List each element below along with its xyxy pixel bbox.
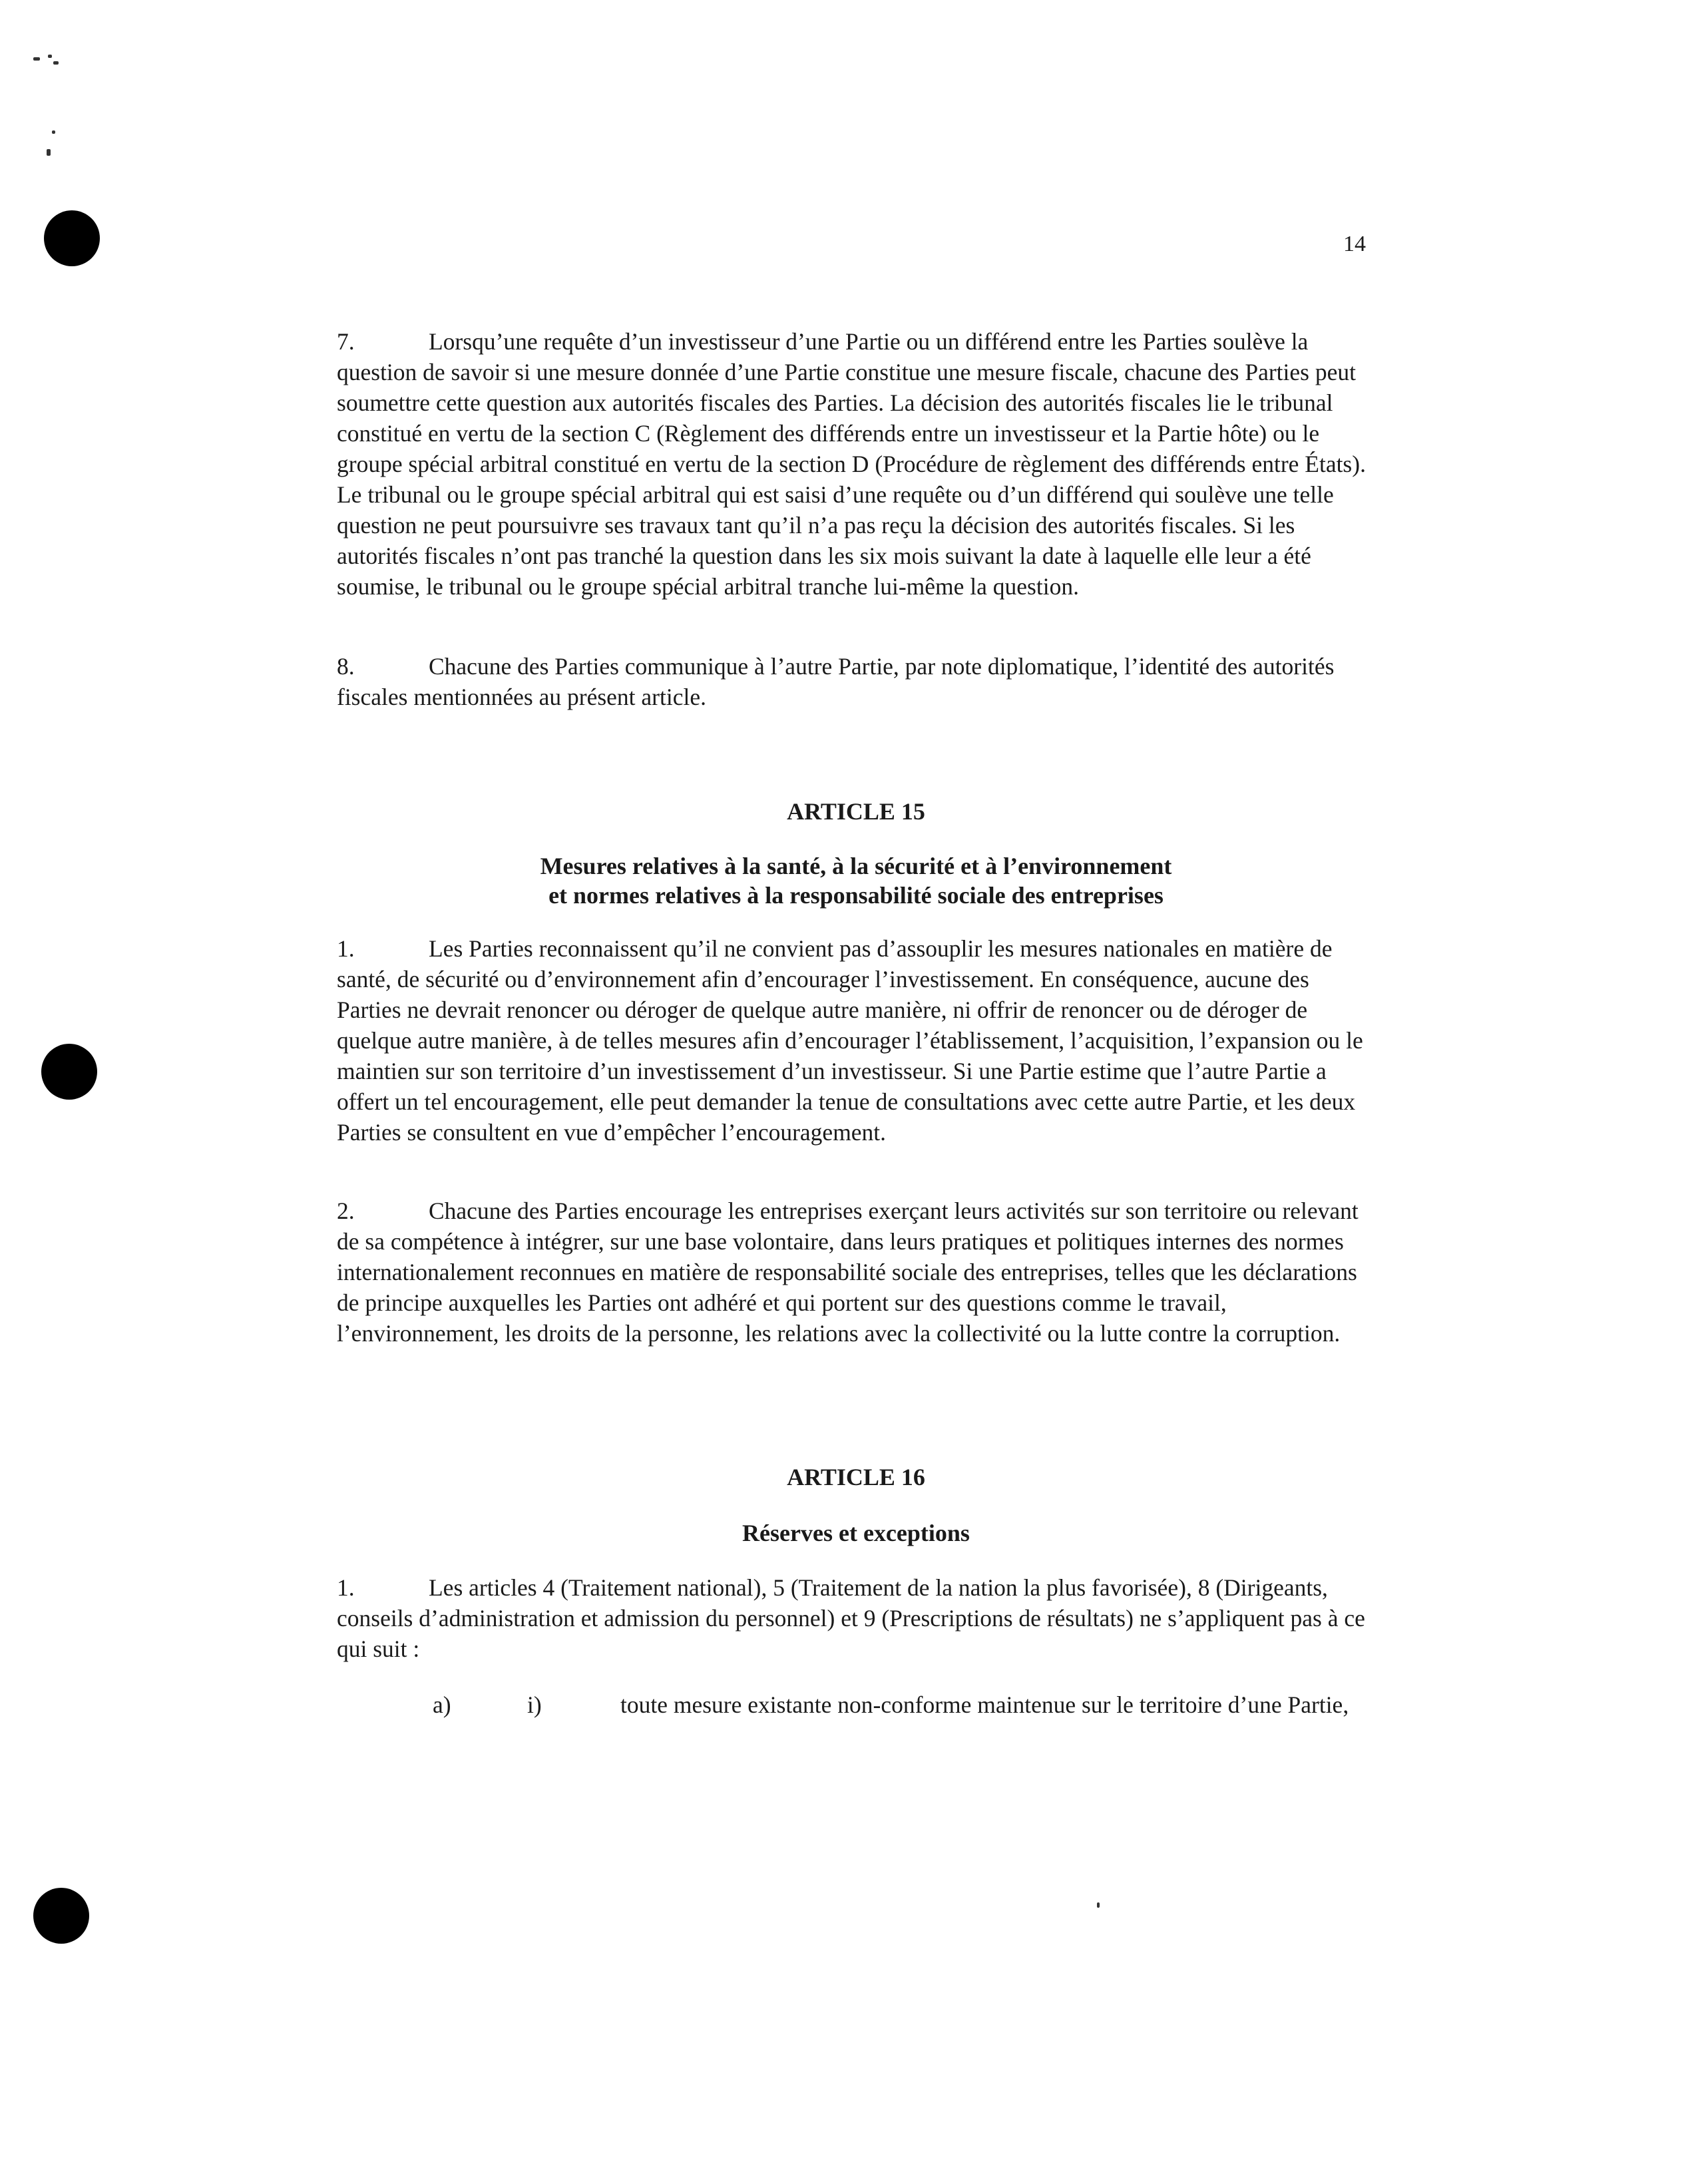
paragraph-number: 1. [337, 1574, 355, 1601]
punch-hole-bottom [33, 1888, 89, 1944]
paragraph-text: Lorsqu’une requête d’un investisseur d’une Partie ou un différend entre les Parties soulève la question de savoir si une mesure donnée d’une Partie constitue une mesure fiscale, chacune des Parties peut soumettre cette question aux autorités fiscales des Parties. La décision des autorités fiscales lie le tribunal constitué en vertu de la section C (Règlement des différends entre un investisseur et la Partie hôte) ou le groupe spécial arbitral constitué en vertu de la section D (Procédure de règlement des différends entre États). Le tribunal ou le groupe spécial arbitral qui est saisi d’une requête ou d’un différend qui soulève une telle question ne peut poursuivre ses travaux tant qu’il n’a pas reçu la décision des autorités fiscales. Si les autorités fiscales n’ont pas tranché la question dans les six mois suivant la date à laquelle elle leur a été soumise, le tribunal ou le groupe spécial arbitral tranche lui-même la question. [337, 328, 1366, 600]
article-15-paragraph-1 [337, 933, 1375, 1148]
list-item-letter: a) [433, 1691, 451, 1718]
paragraph-number: 8. [337, 653, 355, 680]
punch-hole-top [44, 210, 100, 266]
paragraph-text: Chacune des Parties communique à l’autre Partie, par note diplomatique, l’identité des autorités fiscales mentionnées au présent article. [337, 653, 1335, 710]
scan-speck [48, 55, 52, 58]
paragraph-number: 1. [337, 935, 355, 962]
article-15-title: ARTICLE 15 [787, 798, 925, 825]
paragraph-7 [337, 326, 1375, 602]
scan-speck [53, 61, 59, 65]
scan-speck [1097, 1902, 1100, 1908]
paragraph-text: Chacune des Parties encourage les entreprises exerçant leurs activités sur son territoire ou relevant de sa compétence à intégrer, sur une base volontaire, dans leurs pratiques et politiques internes des normes internationalement reconnues en matière de responsabilité sociale des entreprises, telles que les déclarations de principe auxquelles les Parties ont adhéré et qui portent sur des questions comme le travail, l’environnement, les droits de la personne, les relations avec la collectivité ou la lutte contre la corruption. [337, 1198, 1359, 1347]
article-15-subtitle-line-1: Mesures relatives à la santé, à la sécurité et à l’environnement [540, 853, 1172, 879]
scan-speck [47, 149, 51, 156]
article-15-paragraph-2 [337, 1196, 1375, 1349]
paragraph-number: 2. [337, 1198, 355, 1224]
scan-speck [33, 57, 40, 61]
article-16-title: ARTICLE 16 [787, 1464, 925, 1490]
paragraph-number: 7. [337, 328, 355, 355]
punch-hole-middle [41, 1044, 97, 1100]
article-16-paragraph-1 [337, 1572, 1375, 1664]
paragraph-text: Les articles 4 (Traitement national), 5 (Traitement de la nation la plus favorisée), 8 (Dirigeants, conseils d’administration et admission du personnel) et 9 (Prescriptions de résultats) ne s’appliquent pas à ce qui suit : [337, 1574, 1365, 1662]
article-15-subtitle-line-2: et normes relatives à la responsabilité sociale des entreprises [548, 882, 1164, 909]
scan-speck [52, 130, 55, 134]
page-number: 14 [1343, 232, 1366, 256]
article-16-subtitle: Réserves et exceptions [742, 1520, 970, 1546]
paragraph-8 [337, 651, 1375, 712]
list-item-text: toute mesure existante non-conforme maintenue sur le territoire d’une Partie, [620, 1691, 1349, 1718]
list-item-roman: i) [527, 1691, 542, 1718]
paragraph-text: Les Parties reconnaissent qu’il ne convient pas d’assouplir les mesures nationales en matière de santé, de sécurité ou d’environnement afin d’encourager l’investissement. En conséquence, aucune des Parties ne devrait renoncer ou déroger de quelque autre manière, ni offrir de renoncer ou de déroger de quelque autre manière, à de telles mesures afin d’encourager l’établissement, l’acquisition, l’expansion ou le maintien sur son territoire d’un investissement d’un investisseur. Si une Partie estime que l’autre Partie a offert un tel encouragement, elle peut demander la tenue de consultations avec cette autre Partie, et les deux Parties se consultent en vue d’empêcher l’encouragement. [337, 935, 1363, 1146]
